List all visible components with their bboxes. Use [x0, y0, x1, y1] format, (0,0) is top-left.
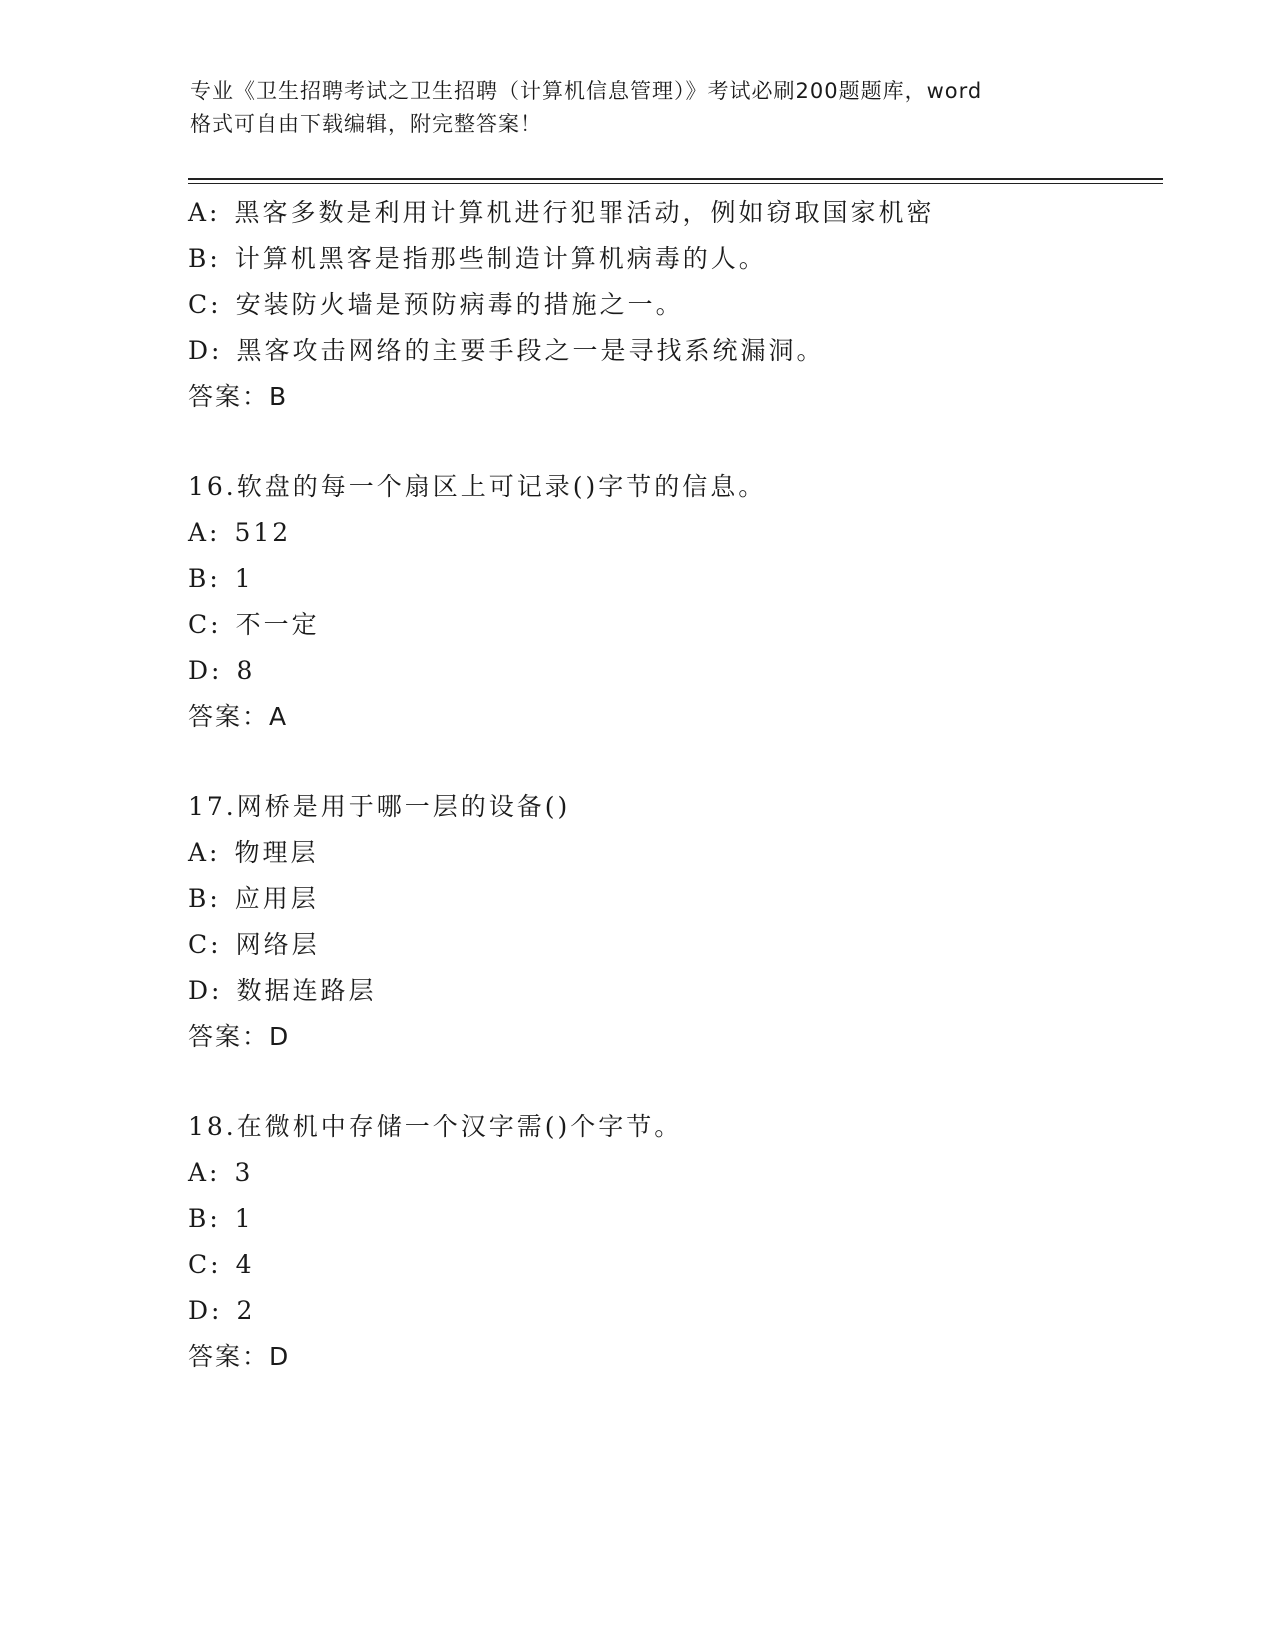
option-text: 黑客攻击网络的主要手段之一是寻找系统漏洞。: [236, 336, 825, 365]
option-letter: C:: [188, 930, 222, 959]
question-text: 软盘的每一个扇区上可记录()字节的信息。: [236, 472, 767, 501]
option-text: 网络层: [235, 930, 320, 959]
option-text: 1: [234, 1204, 254, 1233]
option-d: [188, 328, 1168, 374]
option-a: [188, 190, 1168, 236]
header-line-2: 格式可自由下载编辑，附完整答案！: [190, 112, 542, 136]
option-letter: D:: [188, 1296, 223, 1325]
document-header: [190, 75, 1110, 141]
question-number: 16.: [188, 472, 237, 501]
option-letter: A:: [188, 1158, 221, 1187]
option-text: 8: [236, 656, 256, 685]
option-letter: B:: [188, 244, 221, 273]
question-text: 在微机中存储一个汉字需()个字节。: [236, 1112, 683, 1141]
question-fragment: [188, 190, 1168, 420]
option-text: 应用层: [234, 884, 319, 913]
answer-line: 答案：D: [188, 1022, 291, 1051]
option-text: 2: [236, 1296, 256, 1325]
option-text: 计算机黑客是指那些制造计算机病毒的人。: [234, 244, 767, 273]
option-b: [188, 1196, 1168, 1242]
option-c: [188, 922, 1168, 968]
header-line-1: 专业《卫生招聘考试之卫生招聘（计算机信息管理）》考试必刷200题题库，word: [190, 79, 983, 103]
header-divider-thick: [188, 178, 1163, 180]
answer-line: 答案：A: [188, 702, 289, 731]
option-letter: B:: [188, 884, 221, 913]
option-b: [188, 236, 1168, 282]
header-divider-thin: [188, 183, 1163, 184]
option-a: [188, 510, 1168, 556]
option-letter: D:: [188, 336, 223, 365]
option-d: [188, 968, 1168, 1014]
option-letter: A:: [188, 838, 221, 867]
option-b: [188, 876, 1168, 922]
option-letter: B:: [188, 1204, 221, 1233]
option-letter: C:: [188, 610, 222, 639]
option-letter: D:: [188, 656, 223, 685]
option-letter: B:: [188, 564, 221, 593]
answer-line: 答案：D: [188, 1342, 291, 1371]
option-a: [188, 1150, 1168, 1196]
option-letter: A:: [188, 518, 221, 547]
question-number: 18.: [188, 1112, 237, 1141]
question-17: [188, 784, 1168, 1060]
option-text: 1: [234, 564, 254, 593]
option-letter: C:: [188, 290, 222, 319]
option-c: [188, 1242, 1168, 1288]
option-letter: D:: [188, 976, 223, 1005]
question-stem: [188, 784, 1168, 830]
option-text: 不一定: [235, 610, 320, 639]
question-16: [188, 464, 1168, 740]
question-18: [188, 1104, 1168, 1380]
option-text: 数据连路层: [236, 976, 377, 1005]
option-letter: A:: [188, 198, 221, 227]
question-stem: [188, 1104, 1168, 1150]
option-c: [188, 602, 1168, 648]
option-text: 4: [235, 1250, 255, 1279]
option-text: 黑客多数是利用计算机进行犯罪活动，例如窃取国家机密: [234, 198, 935, 227]
option-letter: C:: [188, 1250, 222, 1279]
option-text: 3: [234, 1158, 254, 1187]
question-list: [188, 190, 1168, 1380]
option-d: [188, 1288, 1168, 1334]
option-text: 物理层: [234, 838, 319, 867]
option-b: [188, 556, 1168, 602]
option-a: [188, 830, 1168, 876]
option-d: [188, 648, 1168, 694]
answer-line: 答案：B: [188, 382, 289, 411]
question-number: 17.: [188, 792, 237, 821]
option-text: 512: [234, 518, 292, 547]
question-text: 网桥是用于哪一层的设备(): [236, 792, 571, 821]
option-c: [188, 282, 1168, 328]
option-text: 安装防火墙是预防病毒的措施之一。: [235, 290, 684, 319]
question-stem: [188, 464, 1168, 510]
